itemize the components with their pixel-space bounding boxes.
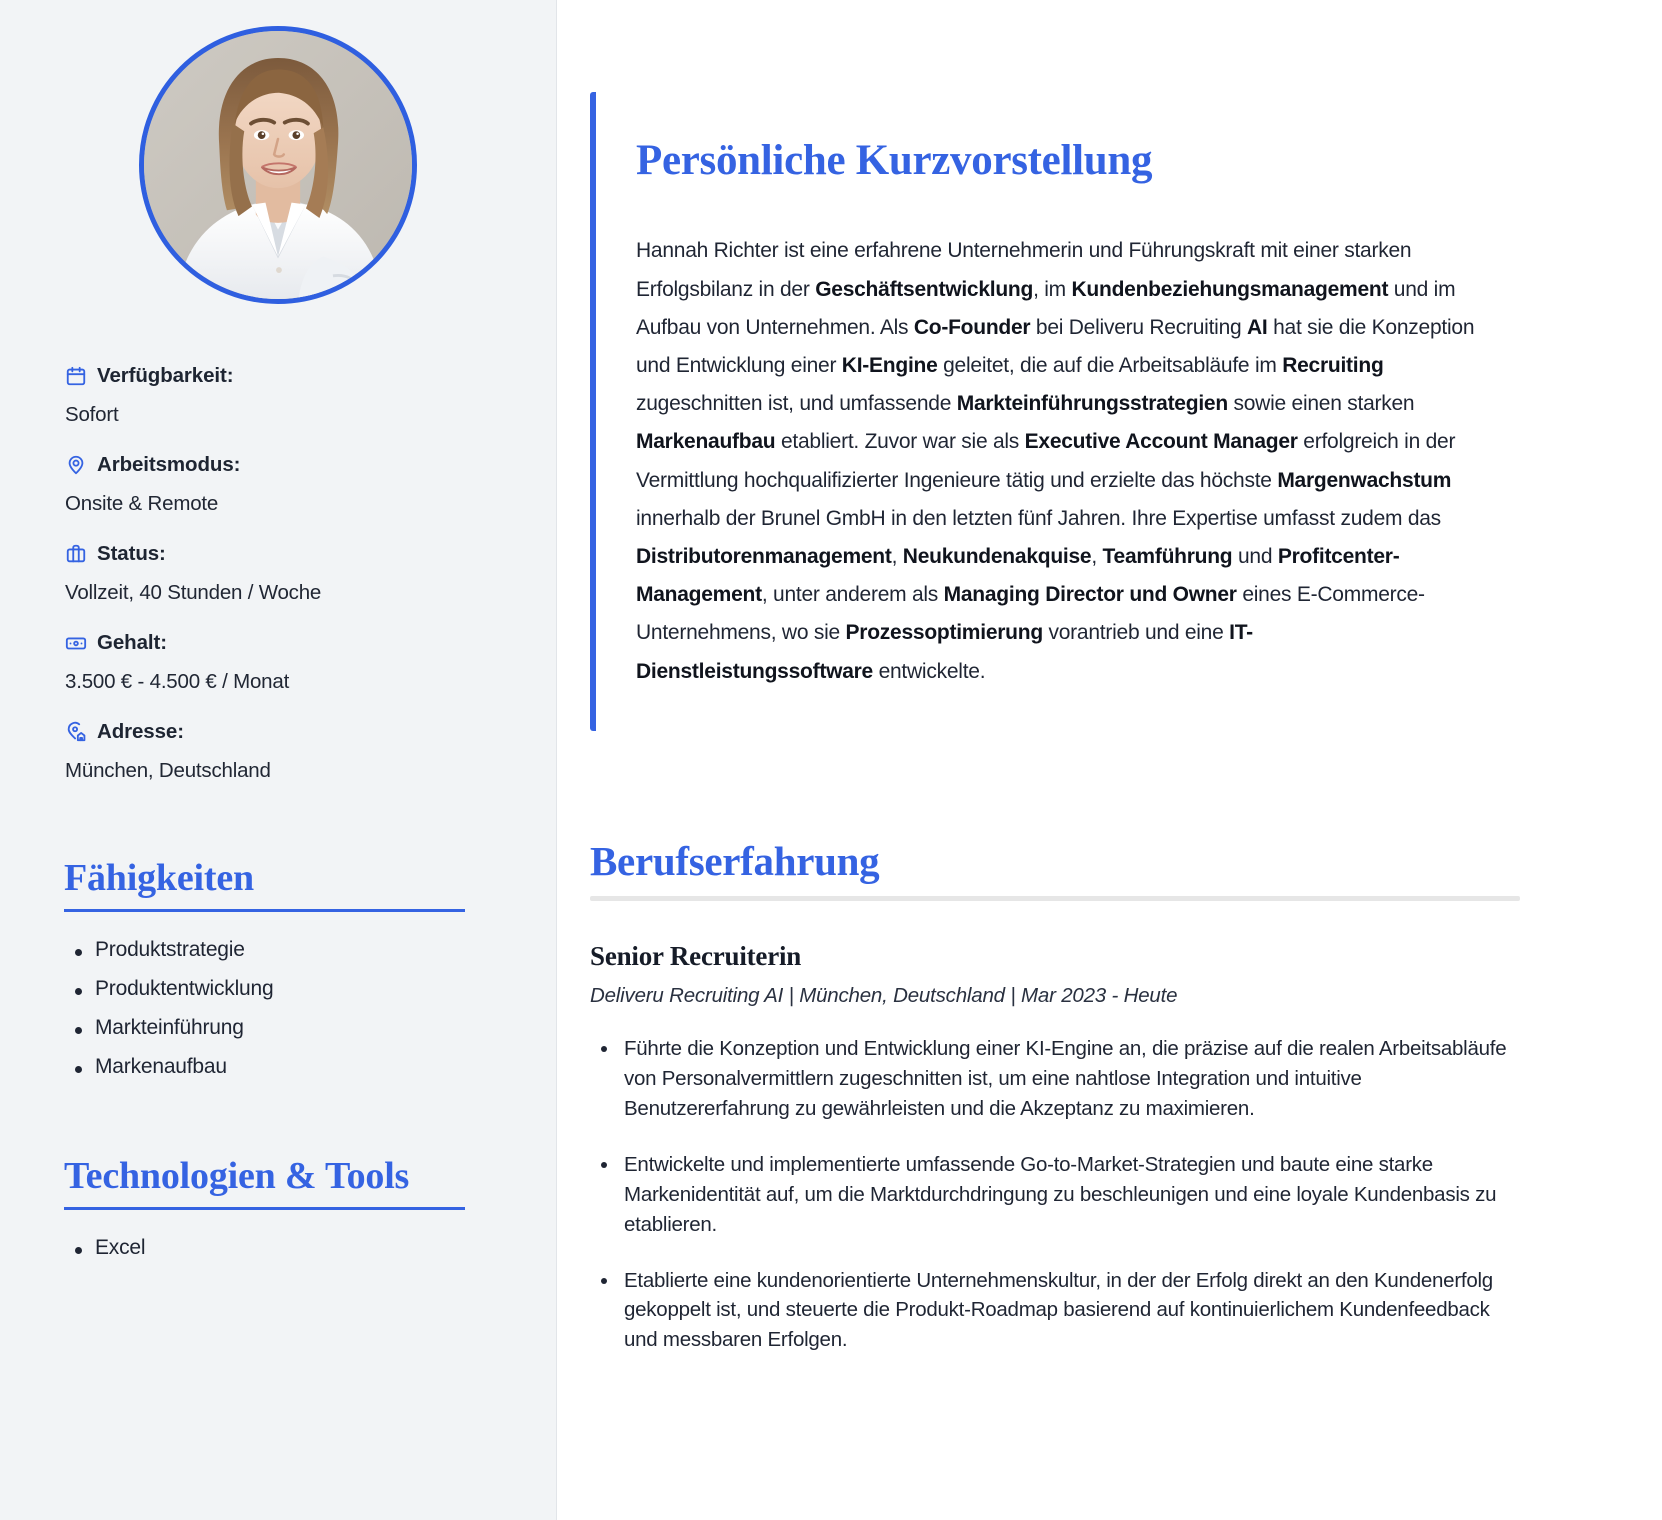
list-item: Produktstrategie xyxy=(64,938,464,962)
list-item: Markenaufbau xyxy=(64,1055,464,1079)
tools-heading: Technologien & Tools xyxy=(64,1154,410,1197)
meta-label-availability xyxy=(64,364,556,388)
tools-list xyxy=(64,1236,464,1260)
main-content xyxy=(557,0,1662,1520)
meta-item-salary xyxy=(64,631,556,694)
meta-value-availability: Sofort xyxy=(65,403,119,426)
skills-section xyxy=(0,859,556,1079)
list-item: Excel xyxy=(64,1236,464,1260)
meta-label-workmode xyxy=(64,453,556,477)
briefcase-icon xyxy=(64,543,87,566)
home-pin-icon xyxy=(64,721,87,744)
meta-value-salary: 3.500 € - 4.500 € / Monat xyxy=(65,670,290,693)
sidebar xyxy=(0,0,557,1520)
avatar-container xyxy=(0,0,556,304)
job-entry xyxy=(590,941,1520,1355)
intro-section xyxy=(590,92,1520,731)
meta-label-status xyxy=(64,542,556,566)
skills-heading-rule xyxy=(64,909,465,912)
job-role: Senior Recruiterin xyxy=(590,941,802,972)
intro-paragraph: Hannah Richter ist eine erfahrene Unternehmerin und Führungskraft mit einer starken Erfolgsbilanz in der Geschäftsentwicklung, im Kundenbeziehungsmanagement und im Aufbau von Unternehmen. Als Co-Founder bei Deliveru Recruiting AI hat sie die Konzeption und Entwicklung einer KI-Engine geleitet, die auf die Arbeitsabläufe im Recruiting zugeschnitten ist, und umfassende Markteinführungsstrategien sowie einen starken Markenaufbau etabliert. Zuvor war sie als Executive Account Manager erfolgreich in der Vermittlung hochqualifizierter Ingenieure tätig und erzielte das höchste Margenwachstum innerhalb der Brunel GmbH in den letzten fünf Jahren. Ihre Expertise umfasst zudem das Distributorenmanagement, Neukundenakquise, Teamführung und Profitcenter-Management, unter anderem als Managing Director und Owner eines E-Commerce-Unternehmens, wo sie Prozessoptimierung vorantrieb und eine IT-Dienstleistungssoftware entwickelte. xyxy=(636,239,1475,683)
meta-value-address: München, Deutschland xyxy=(65,759,271,782)
meta-label-text: Verfügbarkeit: xyxy=(97,364,234,387)
meta-list xyxy=(0,304,556,783)
banknote-icon xyxy=(64,632,87,655)
avatar xyxy=(139,26,417,304)
experience-section xyxy=(590,839,1520,1355)
meta-item-status xyxy=(64,542,556,605)
meta-label-salary xyxy=(64,631,556,655)
meta-label-text: Arbeitsmodus: xyxy=(97,453,241,476)
tools-section xyxy=(0,1154,556,1260)
meta-label-address xyxy=(64,720,556,744)
tools-heading-rule xyxy=(64,1207,465,1210)
meta-value-status: Vollzeit, 40 Stunden / Woche xyxy=(65,581,322,604)
list-item: Entwickelte und implementierte umfassende Go-to-Market-Strategien und baute eine starke Markenidentität auf, um die Marktdurchdringung zu beschleunigen und eine loyale Kundenbasis zu etablieren. xyxy=(590,1150,1510,1240)
list-item: Produktentwicklung xyxy=(64,977,464,1001)
avatar-photo xyxy=(144,31,412,299)
meta-label-text: Adresse: xyxy=(97,720,184,743)
meta-item-address xyxy=(64,720,556,783)
meta-label-text: Status: xyxy=(97,542,166,565)
list-item: Führte die Konzeption und Entwicklung einer KI-Engine an, die präzise auf die realen Arbeitsabläufe von Personalvermittlern zugeschnitten ist, um eine nahtlose Integration und intuitive Benutzererfahrung zu gewährleisten und die Akzeptanz zu maximieren. xyxy=(590,1034,1510,1124)
map-pin-icon xyxy=(64,454,87,477)
meta-label-text: Gehalt: xyxy=(97,631,167,654)
job-meta: Deliveru Recruiting AI | München, Deutschland | Mar 2023 - Heute xyxy=(590,984,1178,1008)
job-bullets xyxy=(590,1034,1520,1355)
experience-heading: Berufserfahrung xyxy=(590,837,880,884)
list-item: Markteinführung xyxy=(64,1016,464,1040)
meta-item-workmode xyxy=(64,453,556,516)
page-title: Persönliche Kurzvorstellung xyxy=(636,137,1153,184)
calendar-icon xyxy=(64,365,87,388)
meta-item-availability xyxy=(64,364,556,427)
meta-value-workmode: Onsite & Remote xyxy=(65,492,219,515)
skills-heading: Fähigkeiten xyxy=(64,857,254,899)
experience-heading-rule xyxy=(590,896,1520,901)
skills-list xyxy=(64,938,464,1079)
list-item: Etablierte eine kundenorientierte Unternehmenskultur, in der der Erfolg direkt an den Kundenerfolg gekoppelt ist, und steuerte die Produkt-Roadmap basierend auf kontinuierlichem Kundenfeedback und messbaren Erfolgen. xyxy=(590,1266,1510,1356)
